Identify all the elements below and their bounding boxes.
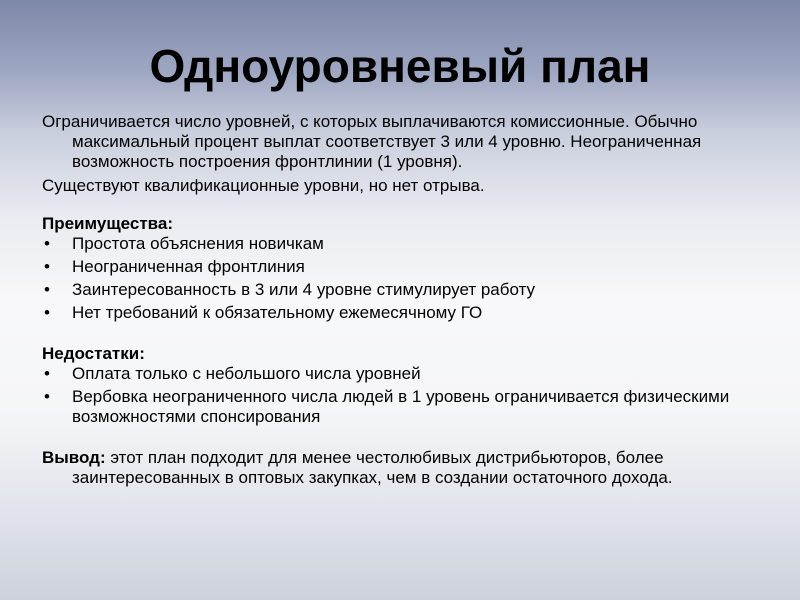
conclusion-text: этот план подходит для менее честолюбивых дистрибьюторов, более заинтересованных в оптовых закупках, чем в создании остаточного дохода. — [72, 448, 673, 487]
advantages-heading: Преимущества: — [42, 214, 174, 233]
list-item — [42, 257, 772, 277]
list-item — [42, 280, 772, 300]
bullet-icon: • — [44, 387, 50, 406]
disadvantages-list — [42, 364, 772, 427]
advantages-list — [42, 234, 772, 323]
list-item-text: Простота объяснения новичкам — [72, 234, 324, 253]
conclusion-paragraph — [42, 448, 772, 488]
list-item — [42, 387, 772, 427]
bullet-icon: • — [44, 303, 50, 322]
bullet-icon: • — [44, 364, 50, 383]
list-item — [42, 303, 772, 323]
list-item-text: Оплата только с небольшого числа уровней — [72, 364, 421, 383]
disadvantages-heading: Недостатки: — [42, 344, 145, 363]
bullet-icon: • — [44, 257, 50, 276]
slide-body — [42, 112, 772, 488]
list-item-text: Нет требований к обязательному ежемесячному ГО — [72, 303, 483, 322]
list-item — [42, 234, 772, 254]
list-item — [42, 364, 772, 384]
intro-paragraph: Ограничивается число уровней, с которых выплачиваются комиссионные. Обычно максимальный процент выплат соответствует 3 или 4 уровню. Неограниченная возможность построения фронтлинии (1 уровня). — [42, 112, 702, 171]
conclusion-label: Вывод: — [42, 448, 106, 467]
bullet-icon: • — [44, 234, 50, 253]
list-item-text: Вербовка неограниченного числа людей в 1 уровень ограничивается физическими возможностями спонсирования — [72, 387, 730, 426]
intro-qualification-note: Существуют квалификационные уровни, но нет отрыва. — [42, 176, 485, 195]
list-item-text: Неограниченная фронтлиния — [72, 257, 305, 276]
bullet-icon: • — [44, 280, 50, 299]
slide-title: Одноуровневый план — [149, 40, 651, 92]
list-item-text: Заинтересованность в 3 или 4 уровне стимулирует работу — [72, 280, 536, 299]
